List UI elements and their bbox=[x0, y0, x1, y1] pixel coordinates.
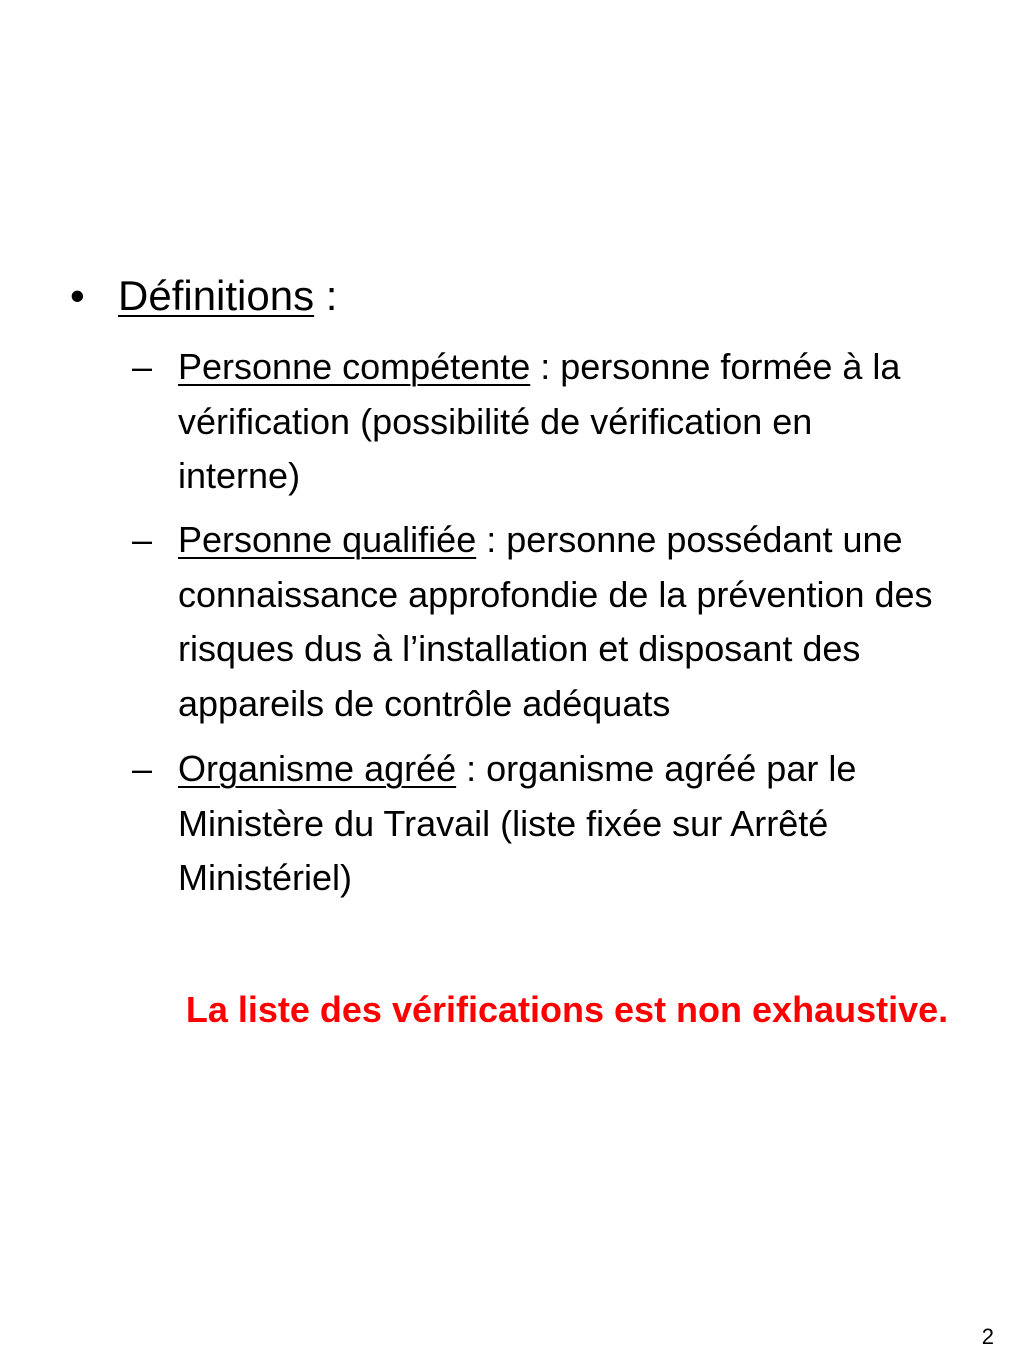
warning-note: La liste des vérifications est non exhaustive. bbox=[185, 989, 949, 1030]
definition-line: appareils de contrôle adéquats bbox=[178, 682, 671, 724]
dash-icon: – bbox=[132, 519, 153, 560]
definition-line bbox=[178, 742, 978, 797]
definition-body bbox=[178, 742, 978, 906]
definition-text: : personne possédant une bbox=[476, 519, 903, 560]
page-number: 2 bbox=[981, 1324, 994, 1349]
dash-icon: – bbox=[132, 346, 153, 387]
definition-line: vérification (possibilité de vérification en bbox=[178, 400, 813, 442]
definition-term: Personne qualifiée bbox=[178, 519, 477, 560]
definition-text: : personne formée à la bbox=[530, 346, 901, 387]
definition-line bbox=[178, 513, 978, 568]
heading-text bbox=[118, 268, 337, 324]
definition-term: Organisme agréé bbox=[178, 748, 457, 789]
definition-line bbox=[178, 340, 978, 395]
definition-line: interne) bbox=[178, 455, 301, 496]
definition-line: connaissance approfondie de la prévention des bbox=[178, 573, 933, 615]
definition-line: Ministère du Travail (liste fixée sur Arrêté bbox=[178, 802, 829, 844]
definition-body bbox=[178, 513, 978, 731]
definition-line: risques dus à l’installation et disposant des bbox=[178, 628, 861, 669]
heading-term: Définitions bbox=[118, 272, 315, 319]
definition-term: Personne compétente bbox=[178, 346, 531, 387]
definition-line: Ministériel) bbox=[178, 857, 353, 898]
definition-body bbox=[178, 340, 978, 504]
dash-icon: – bbox=[132, 748, 153, 789]
bullet-icon: • bbox=[70, 272, 85, 319]
definition-text: : organisme agréé par le bbox=[456, 748, 857, 789]
heading-suffix: : bbox=[314, 272, 338, 319]
